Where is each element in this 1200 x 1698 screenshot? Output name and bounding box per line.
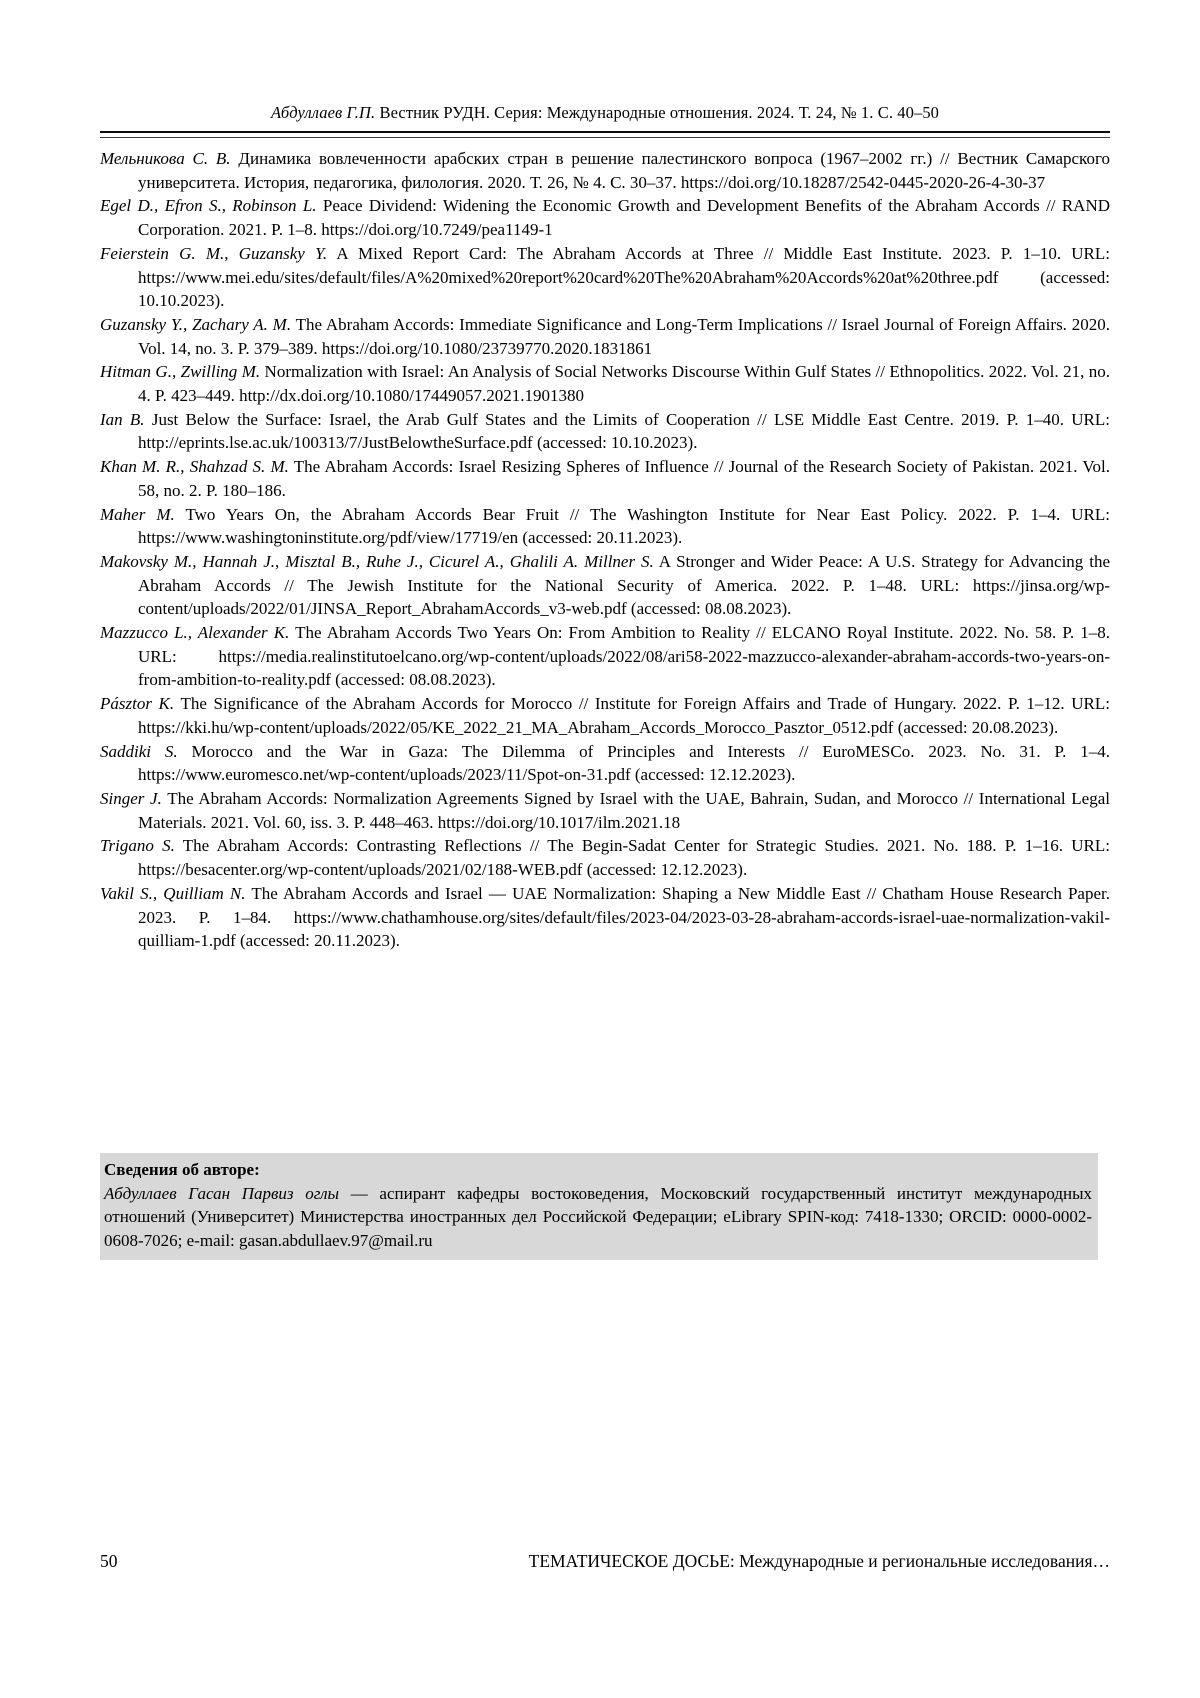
reference-entry — [100, 550, 1110, 621]
reference-entry — [100, 621, 1110, 692]
author-bio: — аспирант кафедры востоковедения, Московский государственный институт международных отношений (Университет) Министерства иностранных дел Российской Федерации; eLibrary SPIN-код: 7418-1330; ORCID: 0000-0002-0608-7026; e-mail: gasan.abdullaev.97@mail.ru — [104, 1183, 1092, 1251]
reference-text: A Stronger and Wider Peace: A U.S. Strategy for Advancing the Abraham Accords // The Jewish Institute for the National Security of America. 2022. P. 1–48. URL: https://jinsa.org/wp-content/uploads/2022/01/JINSA_Report_AbrahamAccords_v3-web.pdf (accessed: 08.08.2023). — [138, 551, 1110, 619]
reference-entry — [100, 242, 1110, 313]
reference-authors: Singer J. — [100, 788, 162, 808]
reference-text: The Abraham Accords: Immediate Significance and Long-Term Implications // Israel Journal of Foreign Affairs. 2020. Vol. 14, no. 3. P. 379–389. https://doi.org/10.1080/23739770.2020.1831861 — [138, 314, 1110, 358]
reference-authors: Vakil S., Quilliam N. — [100, 883, 246, 903]
author-name: Абдуллаев Гасан Парвиз оглы — [104, 1183, 340, 1203]
reference-entry — [100, 503, 1110, 550]
reference-authors: Makovsky M., Hannah J., Misztal B., Ruhe J., Cicurel A., Ghalili A. Millner S. — [100, 551, 654, 571]
reference-authors: Trigano S. — [100, 836, 175, 856]
references-list — [100, 147, 1110, 953]
reference-text: Just Below the Surface: Israel, the Arab Gulf States and the Limits of Cooperation // LSE Middle East Centre. 2019. P. 1–40. URL: http://eprints.lse.ac.uk/100313/7/JustBelowtheSurface.pdf (accessed: 10.10.2023). — [138, 409, 1110, 453]
reference-text: The Abraham Accords Two Years On: From Ambition to Reality // ELCANO Royal Institute. 2022. No. 58. P. 1–8. URL: https://media.realinstitutoelcano.org/wp-content/uploads/2022/08/ari58-2022-mazzucco-alexander-abraham-accords-two-years-on-from-ambition-to-reality.pdf (accessed: 08.08.2023). — [138, 623, 1110, 690]
reference-text: Morocco and the War in Gaza: The Dilemma of Principles and Interests // EuroMESCo. 2023. No. 31. P. 1–4. https://www.euromesco.net/wp-content/uploads/2023/11/Spot-on-31.pdf (accessed: 12.12.2023). — [138, 741, 1110, 785]
reference-authors: Mazzucco L., Alexander K. — [100, 623, 290, 643]
running-head-citation: Вестник РУДН. Серия: Международные отношения. 2024. Т. 24, № 1. С. 40–50 — [375, 103, 940, 122]
reference-authors: Guzansky Y., Zachary A. M. — [100, 314, 292, 334]
running-head-author: Абдуллаев Г.П. — [270, 103, 376, 122]
reference-authors: Feierstein G. M., Guzansky Y. — [100, 243, 328, 263]
reference-authors: Ian B. — [100, 409, 145, 429]
reference-entry — [100, 147, 1110, 194]
header-rule — [100, 131, 1110, 138]
reference-entry — [100, 360, 1110, 407]
reference-entry — [100, 692, 1110, 739]
reference-text: Normalization with Israel: An Analysis of Social Networks Discourse Within Gulf States // Ethnopolitics. 2022. Vol. 21, no. 4. P. 423–449. http://dx.doi.org/10.1080/17449057.2021.1901380 — [138, 362, 1110, 406]
reference-authors: Hitman G., Zwilling M. — [100, 362, 261, 382]
author-info-box — [100, 1153, 1098, 1260]
reference-entry — [100, 740, 1110, 787]
reference-entry — [100, 882, 1110, 953]
reference-text: Two Years On, the Abraham Accords Bear Fruit // The Washington Institute for Near East Policy. 2022. P. 1–4. URL: https://www.washingtoninstitute.org/pdf/view/17719/en (accessed: 20.11.2023). — [138, 504, 1110, 548]
reference-text: Peace Dividend: Widening the Economic Growth and Development Benefits of the Abraham Accords // RAND Corporation. 2021. P. 1–8. https://doi.org/10.7249/pea1149-1 — [138, 196, 1111, 240]
running-head — [100, 103, 1110, 123]
reference-authors: Egel D., Efron S., Robinson L. — [100, 196, 317, 216]
reference-authors: Saddiki S. — [100, 741, 178, 761]
author-info-text — [104, 1182, 1092, 1253]
reference-text: A Mixed Report Card: The Abraham Accords at Three // Middle East Institute. 2023. P. 1–10. URL: https://www.mei.edu/sites/default/files/A%20mixed%20report%20card%20The%20Abraham%20Accords%20at%20three.pdf (accessed: 10.10.2023). — [138, 243, 1110, 311]
reference-authors: Pásztor K. — [100, 694, 175, 714]
page-footer — [100, 1551, 1110, 1572]
reference-text: The Significance of the Abraham Accords for Morocco // Institute for Foreign Affairs and Trade of Hungary. 2022. P. 1–12. URL: https://kki.hu/wp-content/uploads/2022/05/KE_2022_21_MA_Abraham_Accords_Morocco_Pasztor_0512.pdf (accessed: 20.08.2023). — [138, 694, 1111, 737]
page-number: 50 — [100, 1551, 118, 1571]
reference-text: Динамика вовлеченности арабских стран в решение палестинского вопроса (1967–2002 гг.) // Вестник Самарского университета. История, педагогика, филология. 2020. Т. 26, № 4. С. 30–37. https://doi.org/10.18287/2542-0445-2020-26-4-30-37 — [138, 149, 1110, 192]
reference-entry — [100, 455, 1110, 502]
reference-authors: Мельникова С. В. — [100, 149, 231, 168]
reference-text: The Abraham Accords: Contrasting Reflections // The Begin-Sadat Center for Strategic Studies. 2021. No. 188. P. 1–16. URL: https://besacenter.org/wp-content/uploads/2021/02/188-WEB.pdf (accessed: 12.12.2023). — [138, 836, 1110, 880]
reference-entry — [100, 834, 1110, 881]
reference-authors: Khan M. R., Shahzad S. M. — [100, 457, 289, 477]
reference-entry — [100, 787, 1110, 834]
reference-authors: Maher M. — [100, 504, 175, 524]
reference-entry — [100, 194, 1110, 241]
reference-text: The Abraham Accords and Israel — UAE Normalization: Shaping a New Middle East // Chatham House Research Paper. 2023. P. 1–84. https://www.chathamhouse.org/sites/default/files/2023-04/2023-03-28-abraham-accords-israel-uae-normalization-vakil-quilliam-1.pdf (accessed: 20.11.2023). — [138, 883, 1110, 951]
running-footer: ТЕМАТИЧЕСКОЕ ДОСЬЕ: Международные и региональные исследования… — [528, 1551, 1110, 1571]
reference-entry — [100, 313, 1110, 360]
reference-text: The Abraham Accords: Normalization Agreements Signed by Israel with the UAE, Bahrain, Sudan, and Morocco // International Legal Materials. 2021. Vol. 60, iss. 3. P. 448–463. https://doi.org/10.1017/ilm.2021.18 — [138, 788, 1110, 832]
reference-entry — [100, 408, 1110, 455]
author-info-heading: Сведения об авторе: — [104, 1160, 260, 1179]
reference-text: The Abraham Accords: Israel Resizing Spheres of Influence // Journal of the Research Society of Pakistan. 2021. Vol. 58, no. 2. P. 180–186. — [138, 457, 1110, 500]
